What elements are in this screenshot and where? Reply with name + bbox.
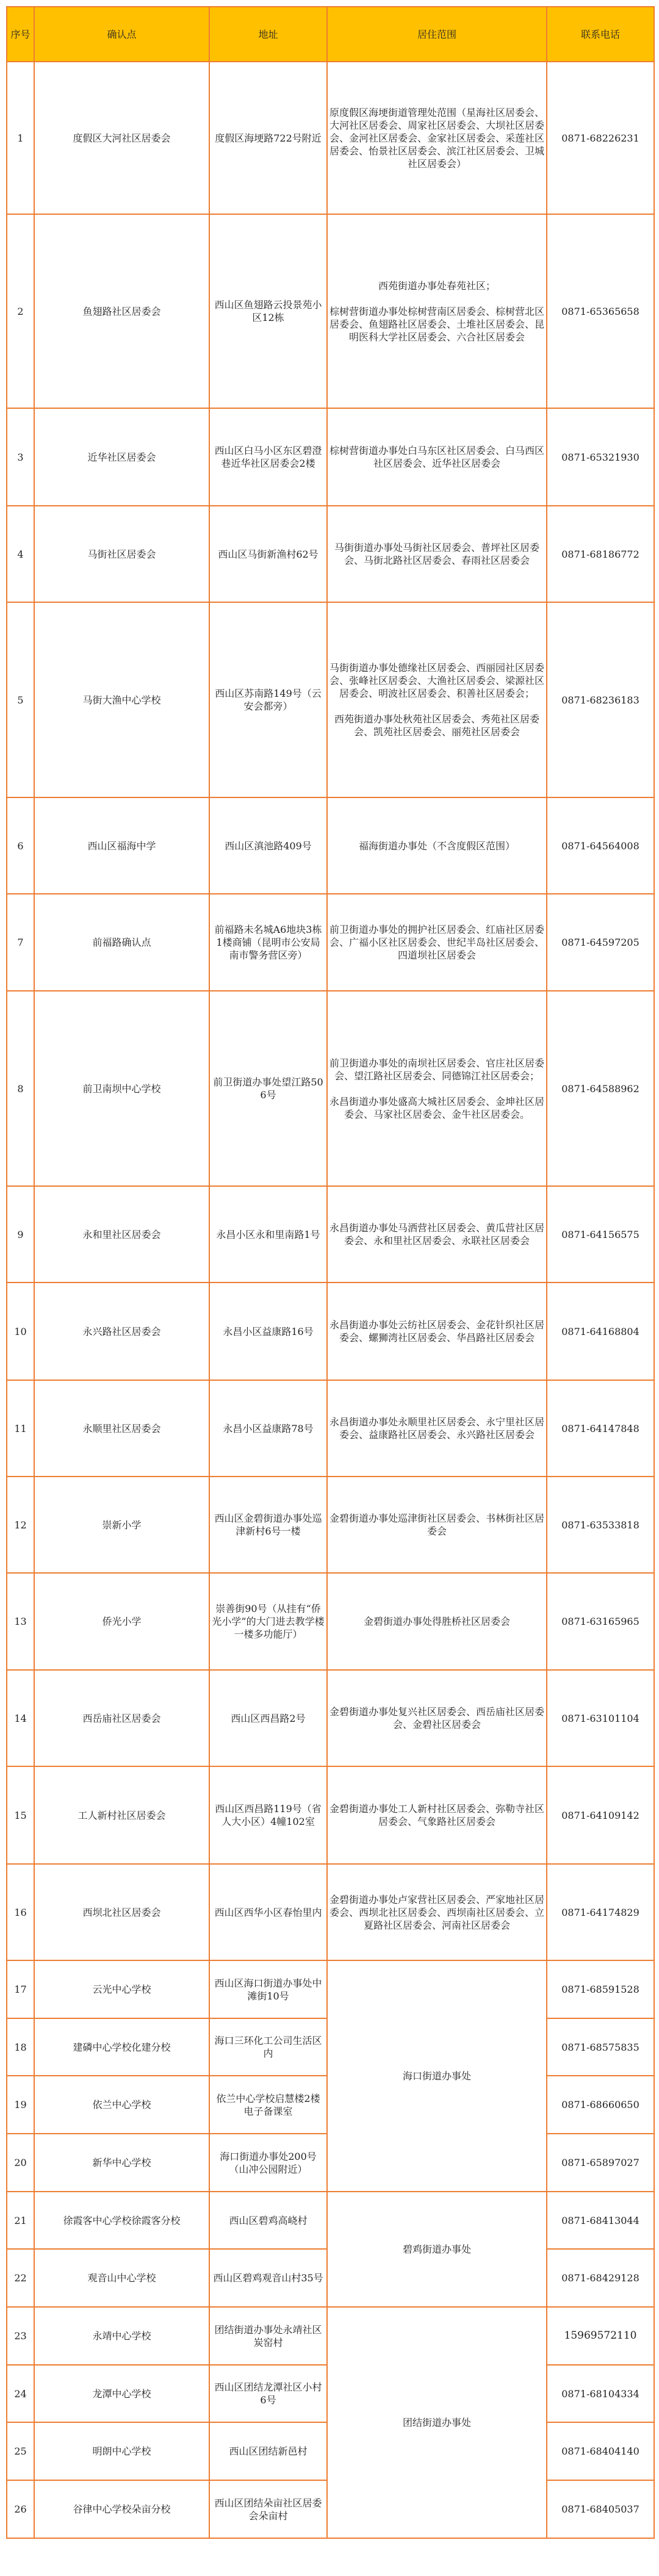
address: 西山区苏南路149号（云安会都旁）	[209, 602, 327, 797]
residence-scope	[327, 1573, 547, 1670]
table-row	[7, 2192, 654, 2249]
table-row	[7, 1186, 654, 1283]
table-row	[7, 1766, 654, 1864]
scope-paragraph: 前卫街道办事处的南坝社区居委会、官庄社区居委会、望江路社区居委会、同德锦江社区居委会；	[330, 1057, 545, 1082]
address: 西山区海口街道办事处中滩街10号	[209, 1960, 327, 2018]
contact-phone: 0871-65897027	[547, 2134, 654, 2192]
confirmation-point: 永靖中心学校	[34, 2307, 209, 2365]
header-scope: 居住范围	[327, 7, 547, 62]
address: 度假区海埂路722号附近	[209, 62, 327, 214]
scope-paragraph: 永昌街道办事处永顺里社区居委会、永宁里社区居委会、益康路社区居委会、永兴路社区居委会	[330, 1416, 545, 1441]
address: 西山区团结新邑村	[209, 2422, 327, 2480]
contact-phone: 0871-64168804	[547, 1283, 654, 1380]
address: 西山区滇池路409号	[209, 797, 327, 894]
contact-phone: 0871-68405037	[547, 2480, 654, 2538]
address: 西山区白马小区东区碧澄巷近华社区居委会2楼	[209, 408, 327, 506]
confirmation-point: 建磷中心学校化建分校	[34, 2018, 209, 2076]
address: 依兰中心学校启慧楼2楼电子备课室	[209, 2076, 327, 2134]
scope-paragraph: 金碧街道办事处卢家营社区居委会、严家地社区居委会、西坝北社区居委会、西坝南社区居委会、立夏路社区居委会、河南社区居委会	[330, 1893, 545, 1931]
address: 西山区团结朵亩社区居委会朵亩村	[209, 2480, 327, 2538]
table-row	[7, 894, 654, 991]
scope-paragraph: 永昌街道办事处马洒营社区居委会、黄瓜营社区居委会、永和里社区居委会、永联社区居委会	[330, 1222, 545, 1247]
contact-phone: 0871-64564008	[547, 797, 654, 894]
residence-scope	[327, 62, 547, 214]
row-number: 21	[7, 2192, 34, 2249]
row-number: 19	[7, 2076, 34, 2134]
header-phone: 联系电话	[547, 7, 654, 62]
row-number: 1	[7, 62, 34, 214]
scope-paragraph: 金碧街道办事处工人新村社区居委会、弥勒寺社区居委会、气象路社区居委会	[330, 1803, 545, 1827]
scope-paragraph: 金碧街道办事处复兴社区居委会、西岳庙社区居委会、金碧社区居委会	[330, 1706, 545, 1730]
scope-paragraph: 前卫街道办事处的拥护社区居委会、红庙社区居委会、广福小区社区居委会、世纪半岛社区居委会、四道坝社区居委会	[330, 924, 545, 961]
confirmation-point: 工人新村社区居委会	[34, 1766, 209, 1864]
scope-paragraph: 金碧街道办事处巡津街社区居委会、书林街社区居委会	[330, 1513, 545, 1537]
contact-phone: 0871-63533818	[547, 1477, 654, 1573]
address: 西山区碧鸡高峣村	[209, 2192, 327, 2249]
table-row	[7, 62, 654, 214]
residence-scope	[327, 1477, 547, 1573]
address: 西山区团结龙潭社区小村6号	[209, 2365, 327, 2422]
table-row	[7, 506, 654, 602]
row-number: 10	[7, 1283, 34, 1380]
address: 永昌小区益康路78号	[209, 1380, 327, 1477]
contact-phone: 0871-65365658	[547, 214, 654, 408]
row-number: 2	[7, 214, 34, 408]
address: 西山区马街新渔村62号	[209, 506, 327, 602]
confirmation-point: 西岳庙社区居委会	[34, 1670, 209, 1766]
contact-phone: 0871-64597205	[547, 894, 654, 991]
confirmation-point: 永和里社区居委会	[34, 1186, 209, 1283]
contact-phone: 0871-65321930	[547, 408, 654, 506]
address: 前福路未名城A6地块3栋1楼商铺（昆明市公安局南市警务营区旁）	[209, 894, 327, 991]
confirmation-point: 马街社区居委会	[34, 506, 209, 602]
row-number: 8	[7, 991, 34, 1186]
row-number: 13	[7, 1573, 34, 1670]
residence-scope	[327, 1283, 547, 1380]
row-number: 20	[7, 2134, 34, 2192]
contact-phone: 0871-68186772	[547, 506, 654, 602]
contact-phone: 0871-64174829	[547, 1864, 654, 1960]
contact-phone: 0871-64156575	[547, 1186, 654, 1283]
confirmation-point: 鱼翅路社区居委会	[34, 214, 209, 408]
row-number: 3	[7, 408, 34, 506]
scope-paragraph: 棕树营街道办事处白马东区社区居委会、白马西区社区居委会、近华社区居委会	[330, 445, 545, 469]
confirmation-point: 崇新小学	[34, 1477, 209, 1573]
contact-phone: 0871-68591528	[547, 1960, 654, 2018]
contact-phone: 15969572110	[547, 2307, 654, 2365]
confirmation-point: 西山区福海中学	[34, 797, 209, 894]
scope-paragraph: 西苑街道办事处春苑社区；	[378, 279, 495, 292]
residence-scope	[327, 1380, 547, 1477]
row-number: 11	[7, 1380, 34, 1477]
header-no: 序号	[7, 7, 34, 62]
address: 西山区西昌路2号	[209, 1670, 327, 1766]
residence-scope	[327, 991, 547, 1186]
row-number: 22	[7, 2249, 34, 2307]
row-number: 25	[7, 2422, 34, 2480]
row-number: 23	[7, 2307, 34, 2365]
scope-paragraph: 永昌街道办事处云纺社区居委会、金花针织社区居委会、螺狮湾社区居委会、华昌路社区居委会	[330, 1319, 545, 1344]
confirmation-point: 前福路确认点	[34, 894, 209, 991]
row-number: 14	[7, 1670, 34, 1766]
table-header-row	[7, 7, 654, 62]
row-number: 4	[7, 506, 34, 602]
contact-phone: 0871-63165965	[547, 1573, 654, 1670]
row-number: 9	[7, 1186, 34, 1283]
confirmation-point: 近华社区居委会	[34, 408, 209, 506]
residence-scope-merged: 碧鸡街道办事处	[327, 2192, 547, 2307]
scope-paragraph: 马街街道办事处马街社区居委会、普坪社区居委会、马街北路社区居委会、春雨社区居委会	[334, 542, 539, 566]
contact-phone: 0871-68575835	[547, 2018, 654, 2076]
address: 西山区碧鸡观音山村35号	[209, 2249, 327, 2307]
row-number: 15	[7, 1766, 34, 1864]
row-number: 16	[7, 1864, 34, 1960]
confirmation-point: 谷律中心学校朵亩分校	[34, 2480, 209, 2538]
address: 永昌小区益康路16号	[209, 1283, 327, 1380]
scope-paragraph: 马街街道办事处德缘社区居委会、西丽园社区居委会、张峰社区居委会、大渔社区居委会、梁源社区居委会、明波社区居委会、积善社区居委会；	[330, 662, 545, 699]
header-address: 地址	[209, 7, 327, 62]
row-number: 18	[7, 2018, 34, 2076]
address: 海口三环化工公司生活区内	[209, 2018, 327, 2076]
row-number: 12	[7, 1477, 34, 1573]
contact-phone: 0871-68660650	[547, 2076, 654, 2134]
contact-phone: 0871-68413044	[547, 2192, 654, 2249]
address: 前卫街道办事处望江路506号	[209, 991, 327, 1186]
table-row	[7, 602, 654, 797]
residence-scope	[327, 797, 547, 894]
scope-paragraph: 永昌街道办事处盛高大城社区居委会、金坤社区居委会、马家社区居委会、金牛社区居委会。	[330, 1095, 545, 1120]
confirmation-point: 永兴路社区居委会	[34, 1283, 209, 1380]
contact-phone: 0871-68429128	[547, 2249, 654, 2307]
contact-phone: 0871-63101104	[547, 1670, 654, 1766]
scope-paragraph: 原度假区海埂街道管理处范围（星海社区居委会、大河社区居委会、周家社区居委会、大坝社区居委会、金河社区居委会、金家社区居委会、采莲社区居委会、怡景社区居委会、滨江社区居委会、卫城社区居委会）	[330, 106, 545, 170]
table-row	[7, 1670, 654, 1766]
confirmation-point: 新华中心学校	[34, 2134, 209, 2192]
scope-paragraph: 西苑街道办事处秋苑社区居委会、秀苑社区居委会、凯苑社区居委会、丽苑社区居委会	[334, 713, 539, 738]
table-row	[7, 408, 654, 506]
confirmation-point: 永顺里社区居委会	[34, 1380, 209, 1477]
table-row	[7, 1283, 654, 1380]
address: 西山区鱼翅路云投景苑小区12栋	[209, 214, 327, 408]
table-row	[7, 991, 654, 1186]
contact-phone: 0871-64588962	[547, 991, 654, 1186]
table-row	[7, 1864, 654, 1960]
address: 西山区西华小区春怡里内	[209, 1864, 327, 1960]
confirmation-point: 观音山中心学校	[34, 2249, 209, 2307]
residence-scope	[327, 214, 547, 408]
address: 西山区金碧街道办事处巡津新村6号一楼	[209, 1477, 327, 1573]
contact-phone: 0871-64109142	[547, 1766, 654, 1864]
table-row	[7, 2307, 654, 2365]
confirmation-point: 云光中心学校	[34, 1960, 209, 2018]
confirmation-point: 侨光小学	[34, 1573, 209, 1670]
residence-scope	[327, 408, 547, 506]
table-row	[7, 214, 654, 408]
address: 西山区西昌路119号（省人大小区）4幢102室	[209, 1766, 327, 1864]
confirmation-point: 依兰中心学校	[34, 2076, 209, 2134]
table-row	[7, 1960, 654, 2018]
address: 海口街道办事处200号（山冲公园附近）	[209, 2134, 327, 2192]
row-number: 6	[7, 797, 34, 894]
header-point: 确认点	[34, 7, 209, 62]
scope-paragraph: 棕树营街道办事处棕树营南区居委会、棕树营北区居委会、鱼翅路社区居委会、土堆社区居委会、昆明医科大学社区居委会、六合社区居委会	[330, 305, 545, 343]
residence-scope	[327, 506, 547, 602]
row-number: 17	[7, 1960, 34, 2018]
table-row	[7, 1573, 654, 1670]
row-number: 26	[7, 2480, 34, 2538]
contact-phone: 0871-68404140	[547, 2422, 654, 2480]
residence-scope	[327, 1670, 547, 1766]
confirmation-point: 龙潭中心学校	[34, 2365, 209, 2422]
residence-scope	[327, 602, 547, 797]
row-number: 5	[7, 602, 34, 797]
confirmation-point: 明朗中心学校	[34, 2422, 209, 2480]
confirmation-point: 马街大渔中心学校	[34, 602, 209, 797]
residence-scope	[327, 894, 547, 991]
residence-scope	[327, 1864, 547, 1960]
confirmation-point: 西坝北社区居委会	[34, 1864, 209, 1960]
table-row	[7, 1380, 654, 1477]
row-number: 24	[7, 2365, 34, 2422]
residence-scope-merged: 团结街道办事处	[327, 2307, 547, 2538]
contact-phone: 0871-68226231	[547, 62, 654, 214]
confirmation-point: 度假区大河社区居委会	[34, 62, 209, 214]
address: 永昌小区永和里南路1号	[209, 1186, 327, 1283]
table-row	[7, 1477, 654, 1573]
scope-paragraph: 福海街道办事处（不含度假区范围）	[358, 840, 515, 852]
contact-phone: 0871-68236183	[547, 602, 654, 797]
residence-scope-merged: 海口街道办事处	[327, 1960, 547, 2192]
address: 崇善街90号（从挂有“侨光小学”的大门进去教学楼一楼多功能厅）	[209, 1573, 327, 1670]
confirmation-points-table	[6, 6, 655, 2539]
scope-paragraph: 金碧街道办事处得胜桥社区居委会	[363, 1616, 510, 1627]
residence-scope	[327, 1766, 547, 1864]
residence-scope	[327, 1186, 547, 1283]
row-number: 7	[7, 894, 34, 991]
table-row	[7, 797, 654, 894]
address: 团结街道办事处永靖社区炭窑村	[209, 2307, 327, 2365]
contact-phone: 0871-64147848	[547, 1380, 654, 1477]
confirmation-point: 徐霞客中心学校徐霞客分校	[34, 2192, 209, 2249]
contact-phone: 0871-68104334	[547, 2365, 654, 2422]
confirmation-point: 前卫南坝中心学校	[34, 991, 209, 1186]
